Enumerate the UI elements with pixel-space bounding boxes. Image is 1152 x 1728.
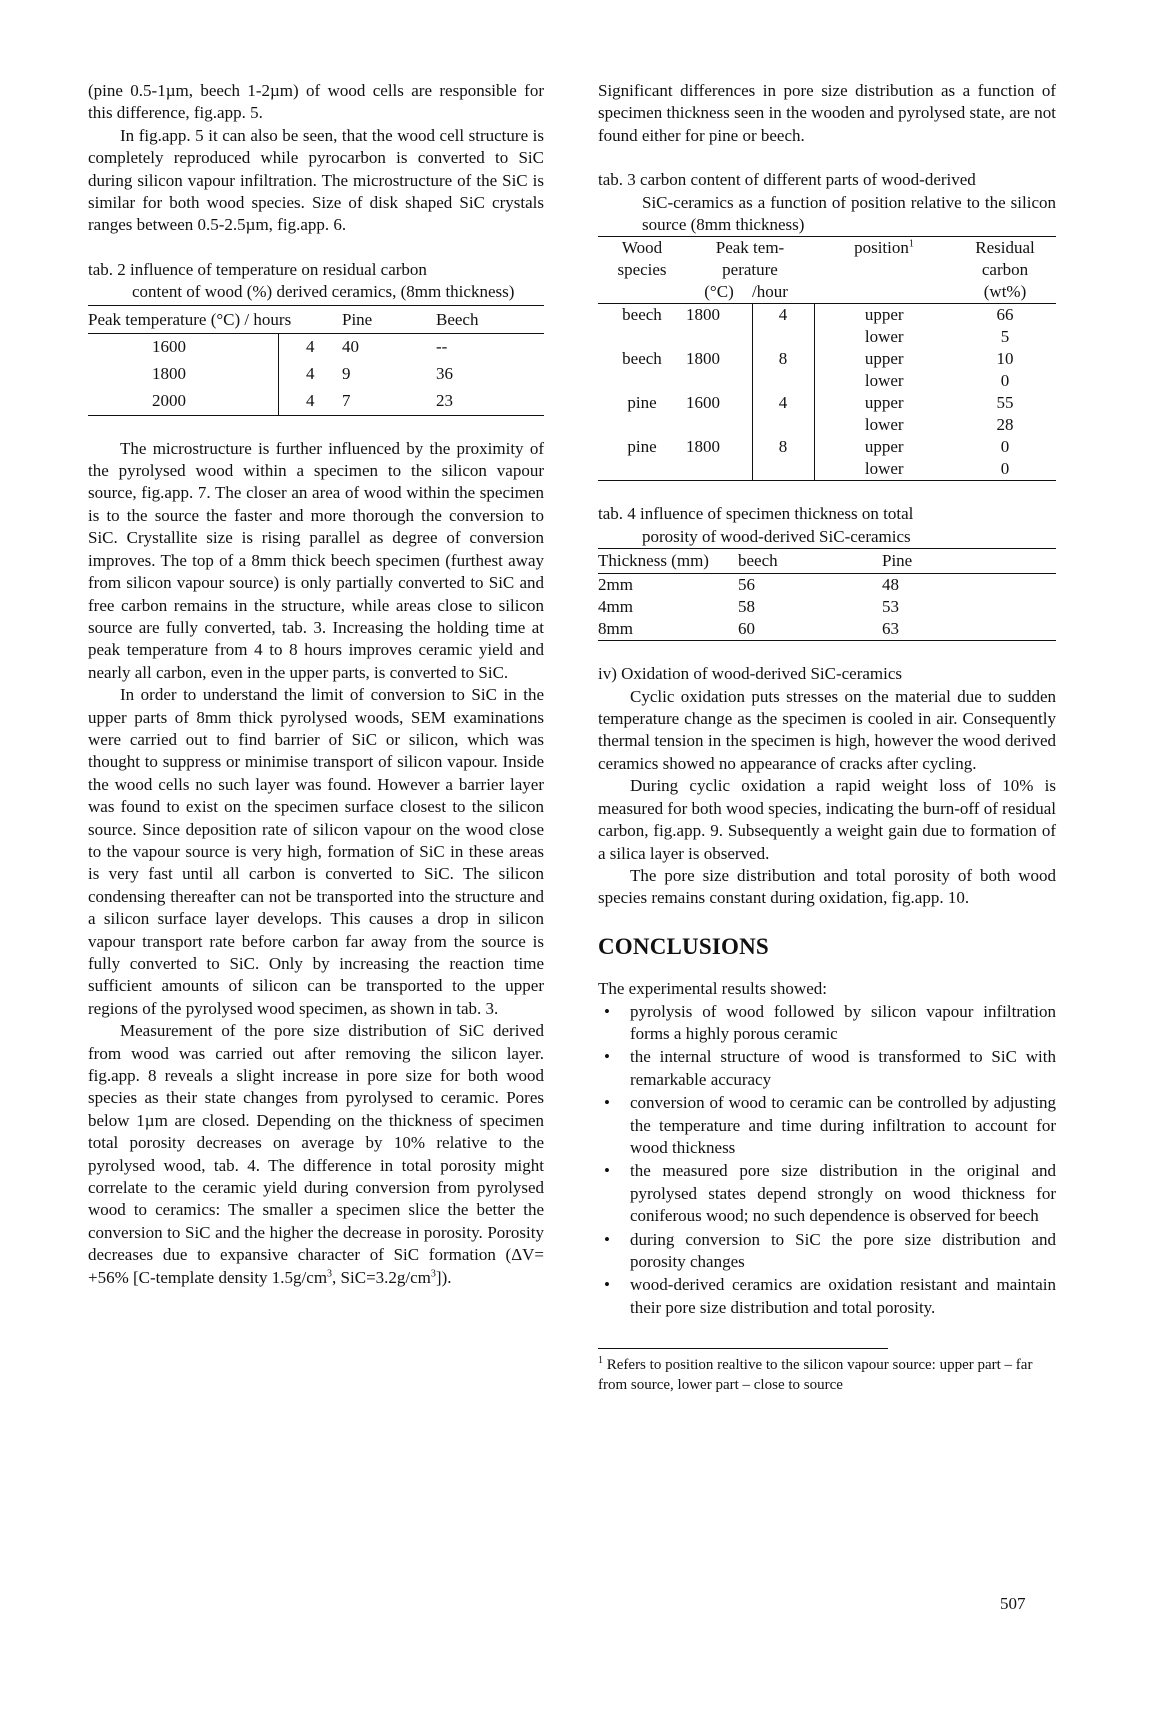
table-cell: 9 <box>342 363 351 383</box>
table-cell: 4mm <box>598 597 633 617</box>
table-cell: upper <box>864 349 904 369</box>
paragraph: (pine 0.5-1µm, beech 1-2µm) of wood cells are responsible for this difference, fig.app. 5. <box>88 81 544 123</box>
table-cell: 56 <box>738 575 755 595</box>
table-cell: 4 <box>306 336 315 356</box>
table-cell: lower <box>864 459 904 479</box>
conclusions-list <box>598 1001 1056 1320</box>
table-row <box>598 574 1056 597</box>
table-row <box>598 414 1056 436</box>
table-cell: 63 <box>882 619 899 639</box>
table-3-caption <box>598 169 1056 236</box>
table-2 <box>88 305 544 416</box>
column-header: Pine <box>342 305 436 333</box>
table-cell: 8mm <box>598 619 633 639</box>
table-3 <box>598 236 1056 481</box>
list-item <box>598 1160 1056 1227</box>
table-cell: -- <box>436 336 448 356</box>
list-item-text: conversion of wood to ceramic can be controlled by adjusting the temperature and time during infiltration to account for wood thickness <box>630 1093 1056 1157</box>
column-header: carbon <box>981 260 1029 280</box>
table-cell: 4 <box>752 392 814 414</box>
paragraph: The microstructure is further influenced by the proximity of the pyrolysed wood within a specimen to the silicon vapour source, fig.app. 7. The closer an area of wood within the specimen is to the source the faster and more thorough the conversion to SiC. Crystallite size is rising parallel as degree of conversion improves. The top of a 8mm thick beech specimen (furthest away from silicon vapour source) is only partially converted to SiC and free carbon remains in the structure, while areas close to silicon source are fully converted, tab. 3. Increasing the holding time at peak temperature from 4 to 8 hours improves ceramic yield and nearly all carbon, even in the upper parts, is converted to SiC. <box>88 438 544 682</box>
caption-line: porosity of wood-derived SiC-ceramics <box>642 526 911 546</box>
text-run: Measurement of the pore size distribution of SiC derived from wood was carried out after removing the silicon layer. fig.app. 8 reveals a slight increase in pore size for both wood species as their state changes from pyrolysed to ceramic. Pores below 1µm are closed. Depending on the thickness of specimen total porosity decreases on average by 10% relative to the pyrolysed wood, tab. 4. The difference in total porosity might correlate to the ceramic yield during conversion from pyrolysed wood to ceramics: The smaller a specimen slice the better the conversion to SiC and the higher the decrease in porosity. Porosity decreases due to expansive character of SiC formation (ΔV= +56% [C-template density 1.5g/cm <box>88 1021 544 1287</box>
list-item <box>598 1274 1056 1319</box>
table-cell: 1800 <box>686 348 752 370</box>
paragraph: During cyclic oxidation a rapid weight loss of 10% is measured for both wood species, indicating the burn-off of residual carbon, fig.app. 9. Subsequently a weight gain due to formation of a silica layer is observed. <box>598 776 1056 863</box>
table-cell: beech <box>622 349 662 369</box>
table-row <box>598 326 1056 348</box>
column-header: Wood <box>621 238 663 258</box>
page-number: 507 <box>1000 1594 1026 1613</box>
list-item-text: wood-derived ceramics are oxidation resistant and maintain their pore size distribution and total porosity. <box>630 1275 1056 1317</box>
table-cell: 8 <box>752 436 814 458</box>
bullet-icon: • <box>604 1161 610 1181</box>
table-cell: 23 <box>436 390 453 410</box>
column-header: (°C) <box>686 281 752 304</box>
table-cell: upper <box>864 393 904 413</box>
caption-line: content of wood (%) derived ceramics, (8mm thickness) <box>132 282 515 302</box>
caption-line: tab. 4 influence of specimen thickness on total <box>598 504 914 524</box>
table-cell: 28 <box>996 415 1014 435</box>
table-row <box>88 361 544 388</box>
table-cell: 0 <box>1000 437 1010 457</box>
paragraph: In order to understand the limit of conversion to SiC in the upper parts of 8mm thick pyrolysed woods, SEM examinations were carried out to find barrier of SiC or silicon, which was thought to suppress or minimise transport of silicon vapour. Inside the wood cells no such layer was found. However a barrier layer was found to exist on the specimen surface closest to the silicon source. Since deposition rate of silicon vapour on the wood close to the vapour source is very high, formation of SiC in these areas is very fast until all carbon is converted to SiC. The silicon condensing thereafter can not be transported into the structure and a silicon surface layer develops. This causes a drop in silicon vapour transport rate before carbon far away from the source is fully converted to SiC. Only by increasing the reaction time sufficient amounts of silicon can be transported to the upper regions of the pyrolysed wood specimen, as shown in tab. 3. <box>88 685 544 1018</box>
table-row <box>598 348 1056 370</box>
list-item <box>598 1092 1056 1159</box>
table-cell: 10 <box>996 349 1014 369</box>
caption-line: SiC-ceramics as a function of position relative to the silicon source (8mm thickness) <box>642 192 1056 235</box>
table-cell: 4 <box>306 390 315 410</box>
table-cell: 4 <box>752 304 814 327</box>
table-row <box>598 596 1056 618</box>
column-header: (wt%) <box>954 281 1056 304</box>
list-item <box>598 1046 1056 1091</box>
column-header: beech <box>738 549 882 574</box>
caption-line: tab. 3 carbon content of different parts of wood-derived <box>598 170 976 190</box>
column-header: species <box>617 260 667 280</box>
column-header <box>814 237 954 260</box>
footnote-mark: 1 <box>598 1355 603 1367</box>
table-row <box>88 333 544 361</box>
table-cell: 40 <box>342 336 359 356</box>
right-column <box>598 80 1056 1395</box>
table-cell: 1600 <box>686 392 752 414</box>
table-cell: pine <box>627 393 657 413</box>
list-item <box>598 1229 1056 1274</box>
left-column <box>88 80 544 1289</box>
table-cell: lower <box>864 415 904 435</box>
text-run: ]). <box>435 1267 452 1287</box>
table-4-caption <box>598 503 1056 548</box>
column-header: Thickness (mm) <box>598 549 738 574</box>
table-cell: 48 <box>882 575 899 595</box>
table-cell: 55 <box>996 393 1014 413</box>
table-row <box>598 618 1056 641</box>
table-cell: 5 <box>1000 327 1010 347</box>
column-header: /hour <box>752 281 814 304</box>
list-item-text: the measured pore size distribution in the original and pyrolysed states depend strongly on wood thickness for coniferous wood; no such dependence is observed for beech <box>630 1161 1056 1226</box>
header-text: position <box>854 238 909 258</box>
table-row <box>598 370 1056 392</box>
caption-line: tab. 2 influence of temperature on residual carbon <box>88 259 427 279</box>
column-header: Residual <box>975 238 1035 258</box>
table-cell: 2000 <box>128 388 278 416</box>
column-header: perature <box>722 260 778 280</box>
footnote-text: Refers to position realtive to the silicon vapour source: upper part – far from source, lower part – close to source <box>598 1357 1033 1394</box>
column-header: Pine <box>882 549 1056 574</box>
paragraph: Cyclic oxidation puts stresses on the material due to sudden temperature change as the specimen is cooled in air. Consequently thermal tension in the specimen is high, however the wood derived ceramics showed no appearance of cracks after cycling. <box>598 686 1056 773</box>
paragraph: The pore size distribution and total porosity of both wood species remains constant during oxidation, fig.app. 10. <box>598 865 1056 908</box>
list-item-text: the internal structure of wood is transformed to SiC with remarkable accuracy <box>630 1047 1056 1089</box>
table-cell: 58 <box>738 597 755 617</box>
column-header: Beech <box>436 305 544 333</box>
footnote <box>598 1355 1056 1395</box>
bullet-icon: • <box>604 1275 610 1295</box>
table-row <box>598 458 1056 481</box>
section-subheading: iv) Oxidation of wood-derived SiC-ceramics <box>598 664 903 684</box>
table-4 <box>598 548 1056 641</box>
table-cell: 1800 <box>686 304 752 327</box>
table-cell: lower <box>864 371 904 391</box>
list-item-text: pyrolysis of wood followed by silicon vapour infiltration forms a highly porous ceramic <box>630 1001 1056 1043</box>
table-row <box>598 436 1056 458</box>
superscript: 3 <box>327 1268 333 1280</box>
table-cell: upper <box>864 305 904 325</box>
paragraph: Significant differences in pore size distribution as a function of specimen thickness seen in the wooden and pyrolysed state, are not found either for pine or beech. <box>598 81 1056 145</box>
footnote-rule <box>598 1348 888 1349</box>
table-cell: pine <box>627 437 657 457</box>
table-2-caption <box>88 259 544 304</box>
table-cell: 4 <box>306 363 315 383</box>
text-run: , SiC=3.2g/cm <box>332 1267 431 1287</box>
column-header: Peak temperature (°C) / hours <box>88 305 342 333</box>
column-header: Peak tem- <box>715 238 785 258</box>
paragraph: In fig.app. 5 it can also be seen, that the wood cell structure is completely reproduced while pyrocarbon is converted to SiC during silicon vapour infiltration. The microstructure of the SiC is similar for both wood species. Size of disk shaped SiC crystals ranges between 0.5-2.5µm, fig.app. 6. <box>88 125 544 235</box>
table-cell: 36 <box>436 363 453 383</box>
conclusions-intro: The experimental results showed: <box>598 979 827 999</box>
table-cell: beech <box>622 305 662 325</box>
list-item <box>598 1001 1056 1046</box>
superscript: 3 <box>430 1268 436 1280</box>
table-row <box>88 388 544 416</box>
table-cell: 7 <box>342 390 351 410</box>
table-cell: 60 <box>738 619 755 639</box>
table-cell: 0 <box>1000 371 1010 391</box>
footnote-mark: 1 <box>908 238 914 250</box>
bullet-icon: • <box>604 1001 610 1021</box>
table-cell: 8 <box>752 348 814 370</box>
bullet-icon: • <box>604 1047 610 1067</box>
table-cell: 1800 <box>128 361 278 388</box>
table-cell: upper <box>864 437 904 457</box>
bullet-icon: • <box>604 1229 610 1249</box>
conclusions-heading: CONCLUSIONS <box>598 933 769 959</box>
table-row <box>598 304 1056 327</box>
table-cell: 2mm <box>598 575 633 595</box>
table-cell: 53 <box>882 597 899 617</box>
list-item-text: during conversion to SiC the pore size distribution and porosity changes <box>630 1229 1056 1271</box>
table-cell: lower <box>864 327 904 347</box>
paragraph <box>88 1020 544 1289</box>
table-cell: 1600 <box>128 333 278 361</box>
table-cell: 1800 <box>686 436 752 458</box>
table-cell: 0 <box>1000 459 1010 479</box>
bullet-icon: • <box>604 1093 610 1113</box>
table-row <box>598 392 1056 414</box>
table-cell: 66 <box>996 305 1014 325</box>
